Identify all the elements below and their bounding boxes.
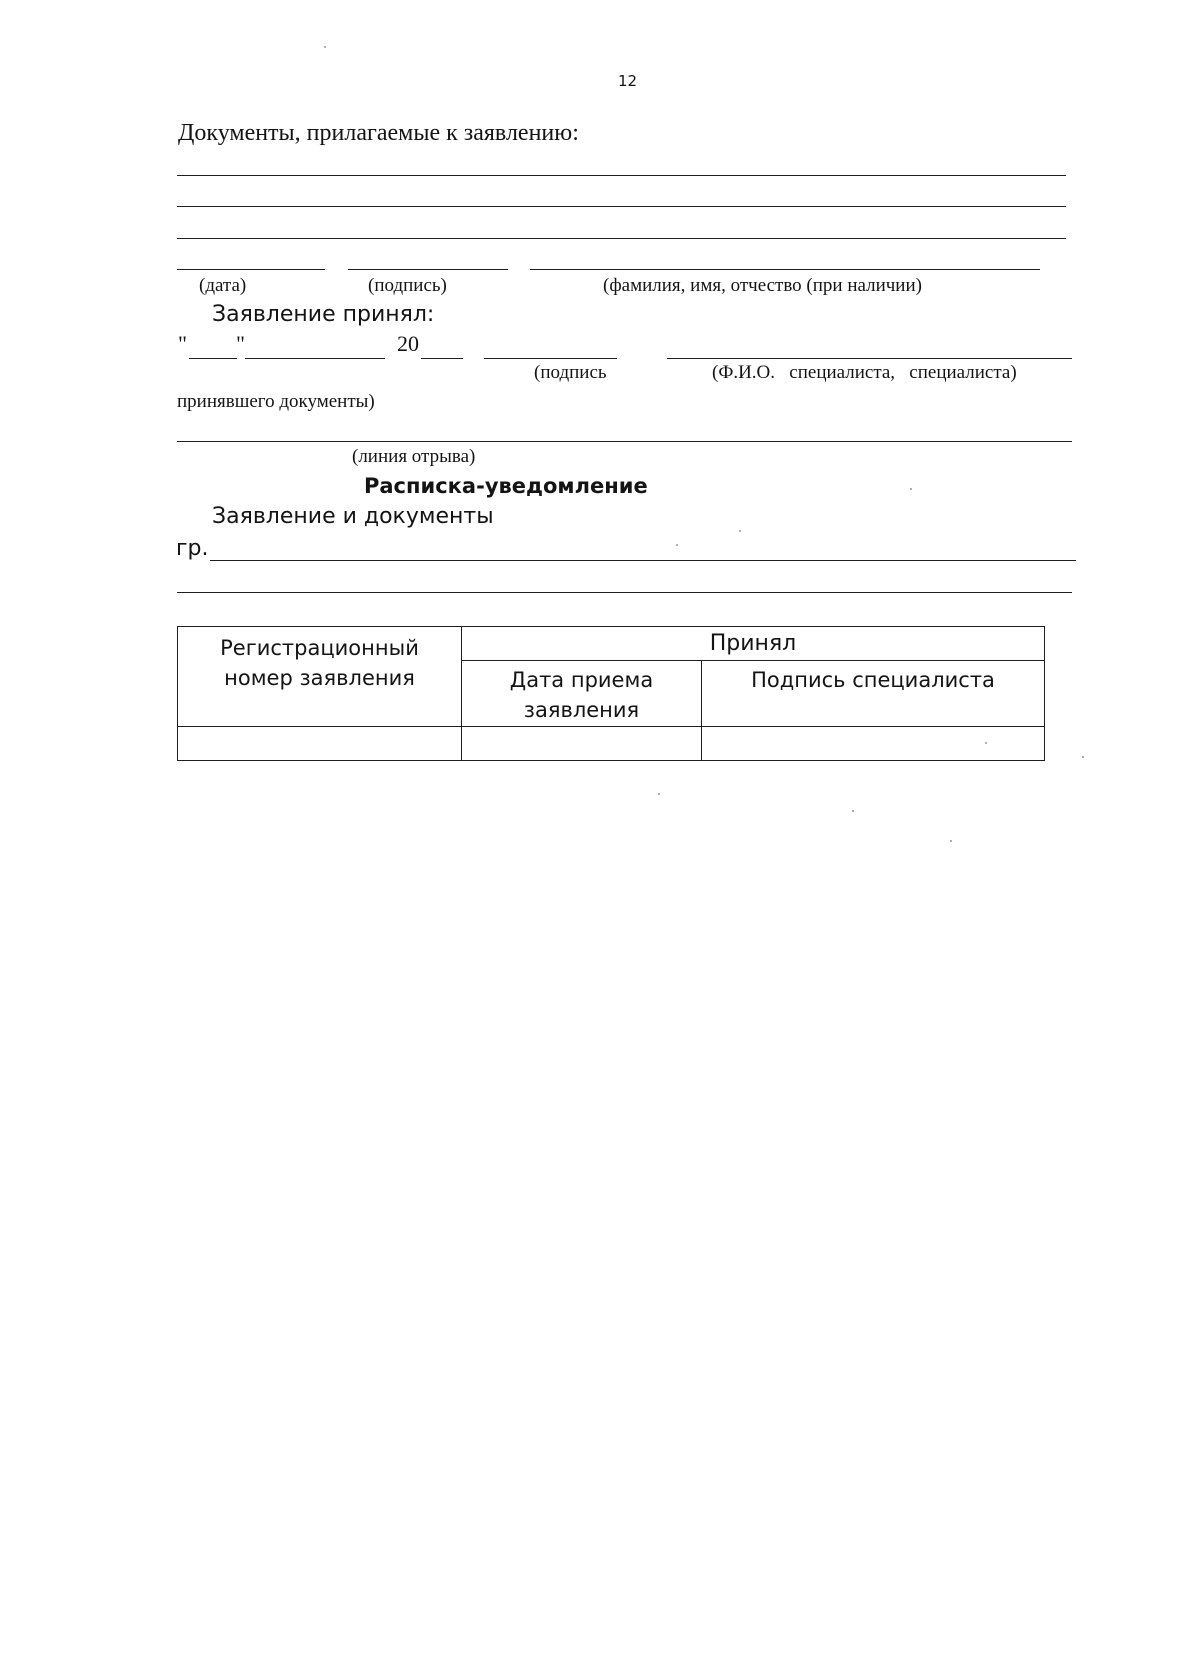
scan-speck: [739, 530, 741, 532]
tear-line-caption: (линия отрыва): [352, 446, 476, 467]
specialist-signature-cell[interactable]: [702, 727, 1045, 761]
registration-number-cell[interactable]: [178, 727, 462, 761]
registration-number-header-line1: Регистрационный: [220, 636, 419, 660]
acceptance-date-cell[interactable]: [462, 727, 702, 761]
documents-blank-line[interactable]: [177, 175, 1066, 176]
scan-speck: [324, 46, 326, 48]
citizen-extra-blank-line[interactable]: [177, 592, 1072, 593]
acceptance-date-header-line1: Дата приема: [509, 668, 654, 692]
specialist-caption-continuation: принявшего документы): [177, 391, 375, 412]
signature-blank-line[interactable]: [348, 269, 508, 270]
citizen-prefix: гр.: [176, 536, 209, 561]
scan-speck: [910, 488, 912, 490]
scan-speck: [658, 793, 660, 795]
day-blank-line[interactable]: [189, 358, 237, 359]
date-quote-open: ": [178, 331, 187, 356]
attached-documents-heading: Документы, прилагаемые к заявлению:: [178, 120, 579, 146]
acceptance-date-header-line2: заявления: [523, 698, 640, 722]
signature-caption: (подпись): [368, 275, 447, 296]
acceptance-date-header: [462, 661, 702, 727]
full-name-caption: (фамилия, имя, отчество (при наличии): [603, 275, 922, 296]
date-quote-close: ": [236, 331, 245, 356]
page-number: 12: [618, 72, 638, 90]
scan-speck: [676, 544, 678, 546]
accepted-signature-caption: (подпись: [534, 362, 607, 383]
specialist-name-blank-line[interactable]: [667, 358, 1072, 359]
scan-speck: [1082, 756, 1084, 758]
date-blank-line[interactable]: [177, 269, 325, 270]
accepted-signature-blank-line[interactable]: [484, 358, 617, 359]
year-blank-line[interactable]: [421, 358, 463, 359]
accepted-header: Принял: [462, 627, 1045, 661]
registration-number-header-line2: номер заявления: [224, 666, 415, 690]
registration-table: [177, 626, 1045, 761]
tear-line: [177, 441, 1072, 442]
accepted-by-label: Заявление принял:: [212, 302, 435, 327]
citizen-name-blank-line[interactable]: [210, 560, 1076, 561]
receipt-statement: Заявление и документы: [212, 504, 494, 529]
month-blank-line[interactable]: [245, 358, 385, 359]
scan-speck: [852, 810, 854, 812]
scan-speck: [985, 742, 987, 744]
scan-speck: [950, 840, 952, 842]
specialist-name-caption: (Ф.И.О. специалиста, специалиста): [712, 362, 1017, 383]
date-caption: (дата): [199, 275, 247, 296]
specialist-signature-header: Подпись специалиста: [702, 661, 1045, 727]
documents-blank-line[interactable]: [177, 238, 1066, 239]
receipt-title: Расписка-уведомление: [364, 474, 648, 498]
full-name-blank-line[interactable]: [530, 269, 1040, 270]
registration-number-header: [178, 627, 462, 727]
documents-blank-line[interactable]: [177, 206, 1066, 207]
year-prefix: 20: [397, 331, 419, 356]
